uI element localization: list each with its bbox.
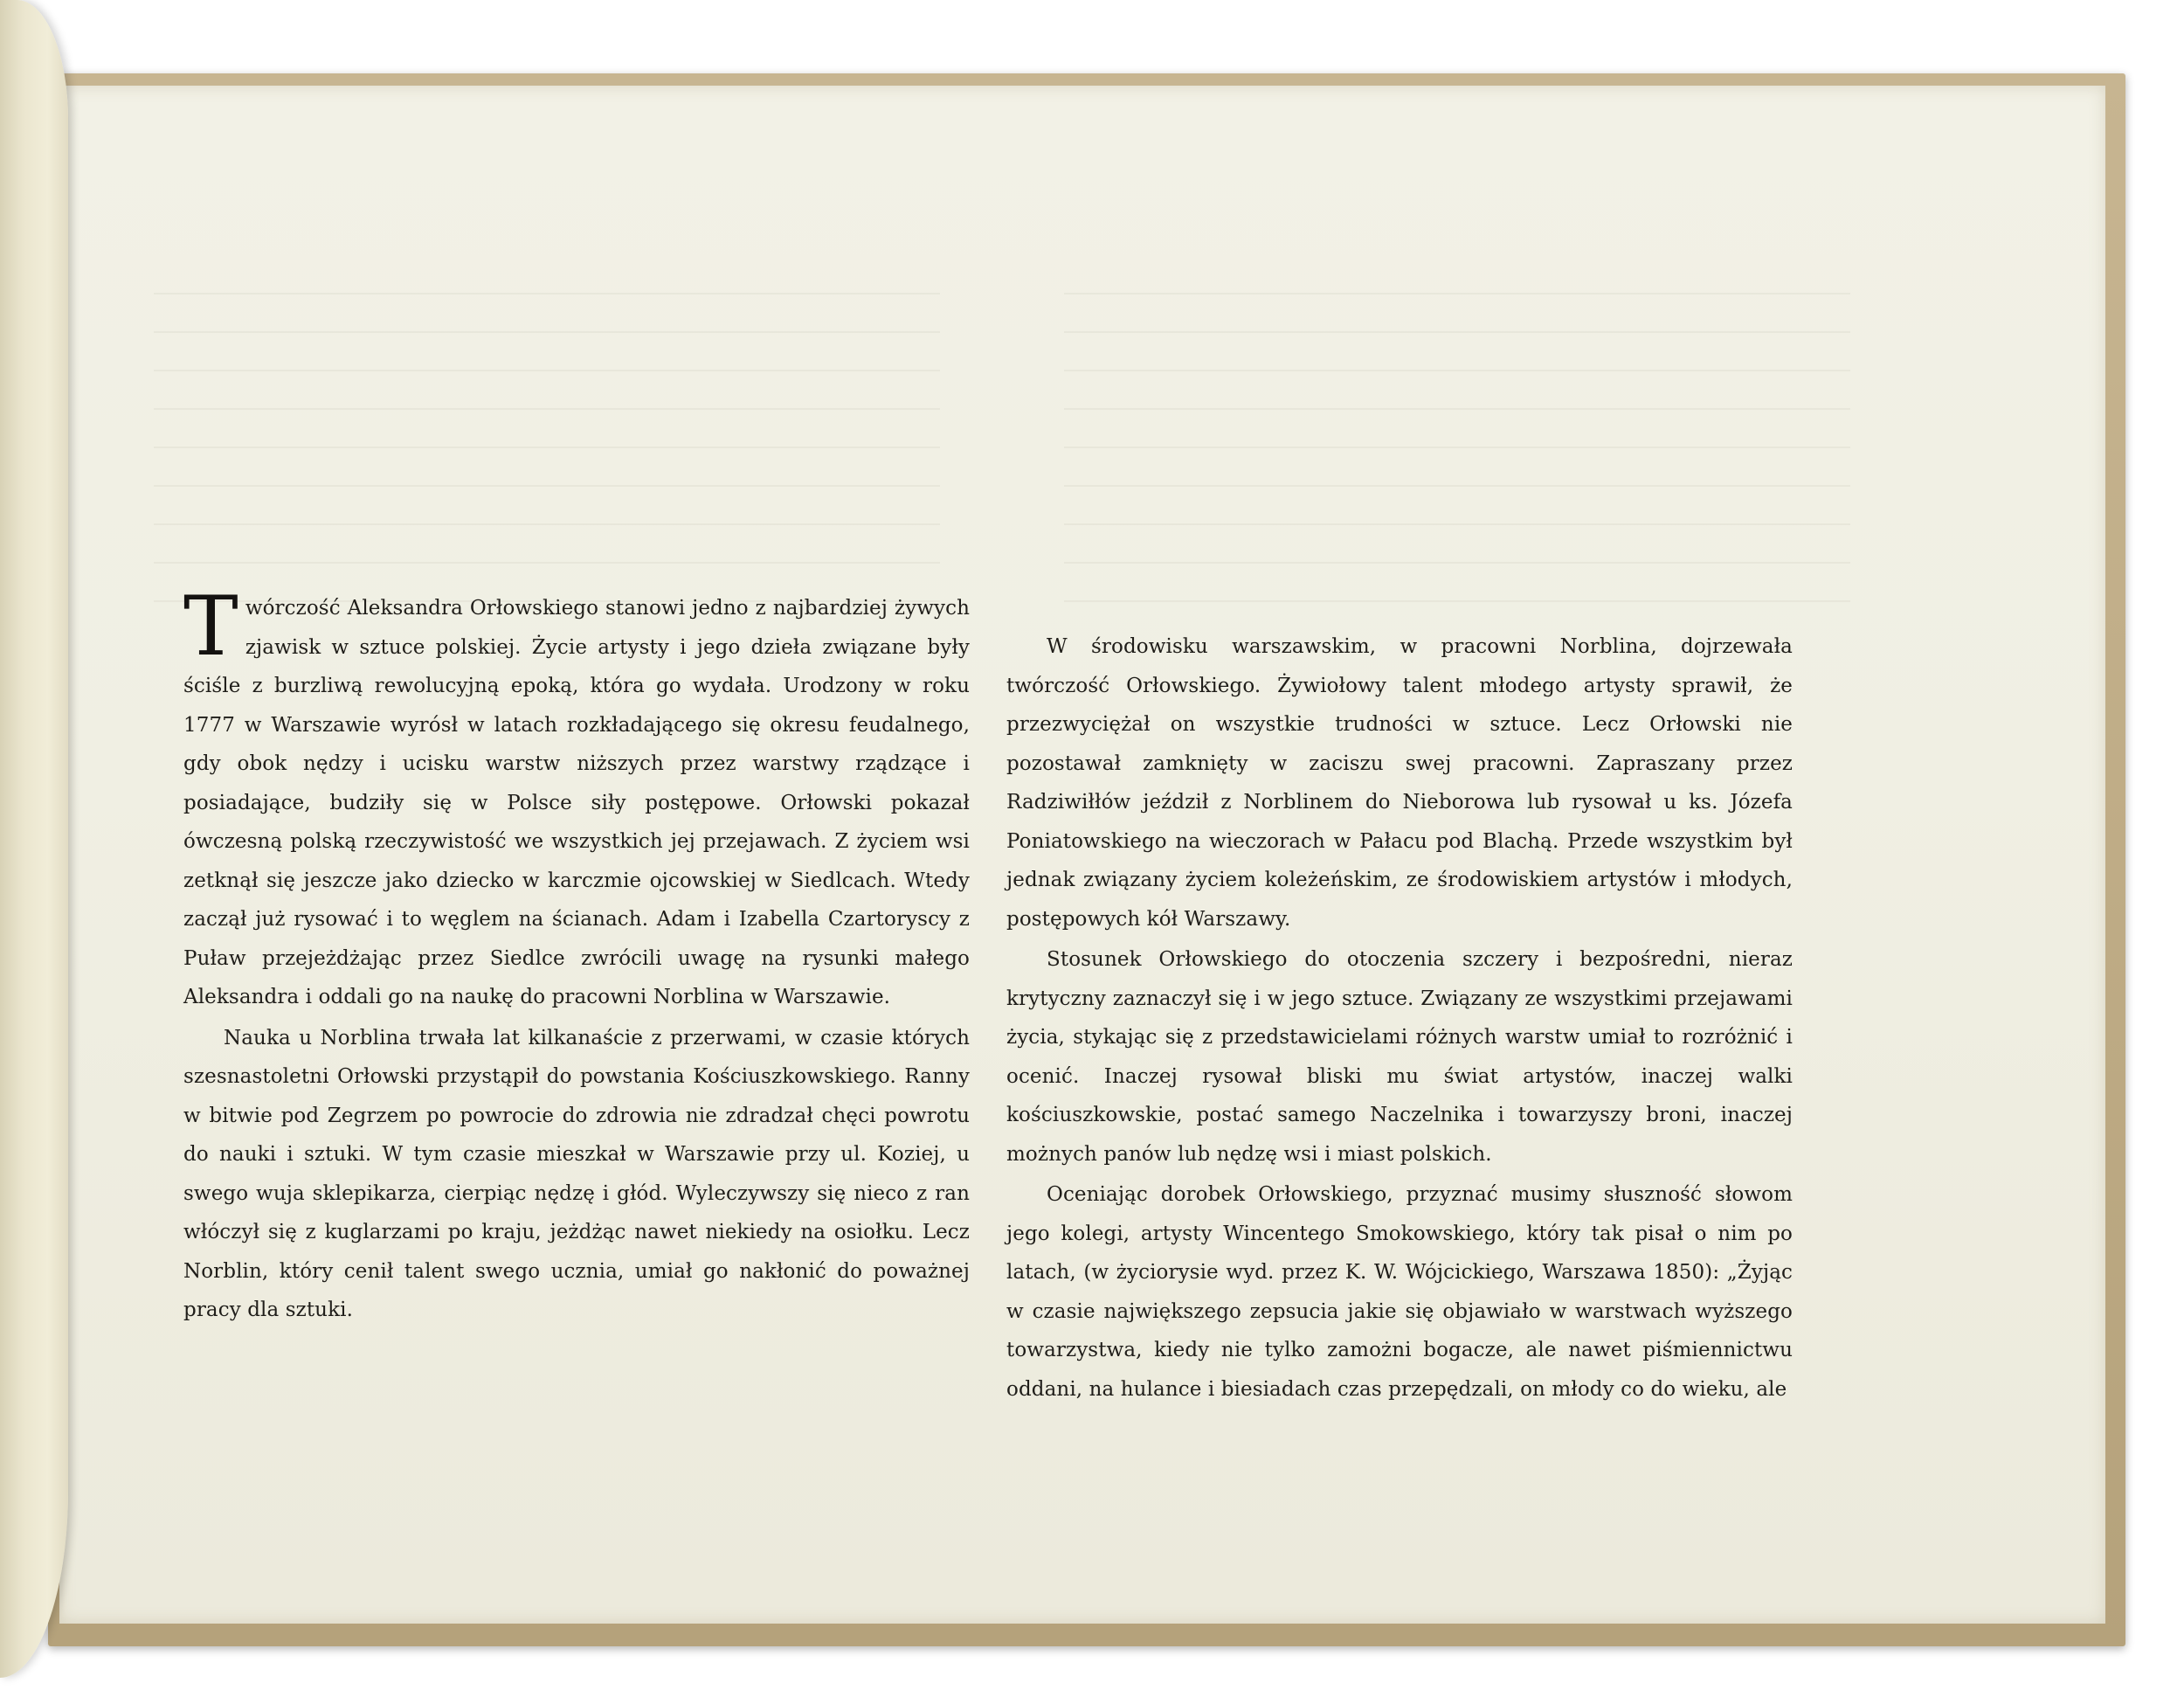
- paragraph-2: Nauka u Norblina trwała lat kilkanaście z przerwami, w czasie których szesnastoletni Orłowski przystąpił do powstania Kościuszkowskiego. Ranny w bitwie pod Zegrzem po powrocie do zdrowia nie zdradzał chęci powrotu do nauki i sztuki. W tym czasie mieszkał w Warszawie przy ul. Koziej, u swego wuja sklepikarza, cierpiąc nędzę i głód. Wyleczywszy się nieco z ran włóczył się z kuglarzami po kraju, jeżdżąc nawet niekiedy na osiołku. Lecz Norblin, który cenił talent swego ucznia, umiał go nakłonić do poważnej pracy dla sztuki.: [183, 1026, 970, 1321]
- paragraph-3: W środowisku warszawskim, w pracowni Norblina, dojrzewała twórczość Orłowskiego. Żywiołowy talent młodego artysty sprawił, że przezwyciężał on wszystkie trudności w sztuce. Lecz Orłowski nie pozostawał zamknięty w zaciszu swej pracowni. Zapraszany przez Radziwiłłów jeździł z Norblinem do Nieborowa lub rysował u ks. Józefa Poniatowskiego na wieczorach w Pałacu pod Blachą. Przede wszystkim był jednak związany życiem koleżeńskim, ze środowiskiem artystów i młodych, postępowych kół Warszawy.: [1006, 635, 1793, 931]
- paragraph-1: wórczość Aleksandra Orłowskiego stanowi jedno z najbardziej żywych zjawisk w sztuce polskiej. Życie artysty i jego dzieła związane były ściśle z burzliwą rewolucyjną epoką, która go wydała. Urodzony w roku 1777 w Warszawie wyrósł w latach rozkładającego się okresu feudalnego, gdy obok nędzy i ucisku warstw niższych przez warstwy rządzące i posiadające, budziły się w Polsce siły postępowe. Orłowski pokazał ówczesną polską rzeczywistość we wszystkich jej przejawach. Z życiem wsi zetknął się jeszcze jako dziecko w karczmie ojcowskiej w Siedlcach. Wtedy zaczął już rysować i to węglem na ścianach. Adam i Izabella Czartoryscy z Puław przejeżdżając przez Siedlce zwrócili uwagę na rysunki małego Aleksandra i oddali go na naukę do pracowni Norblina w Warszawie.: [183, 597, 970, 1008]
- right-text-column: [1006, 627, 1793, 1409]
- drop-cap: T: [183, 579, 238, 675]
- turned-page-edge: [0, 0, 68, 1678]
- left-text-column: [183, 579, 970, 1330]
- paragraph-4: Stosunek Orłowskiego do otoczenia szczery i bezpośredni, nieraz krytyczny zaznaczył się i w jego sztuce. Związany ze wszystkimi przejawami życia, stykając się z przedstawicielami różnych warstw umiał to rozróżnić i ocenić. Inaczej rysował bliski mu świat artystów, inaczej walki kościuszkowskie, postać samego Naczelnika i towarzyszy broni, inaczej możnych panów lub nędzę wsi i miast polskich.: [1006, 948, 1793, 1166]
- paragraph-5: Oceniając dorobek Orłowskiego, przyznać musimy słuszność słowom jego kolegi, artysty Wincentego Smokowskiego, który tak pisał o nim po latach, (w życiorysie wyd. przez K. W. Wójcickiego, Warszawa 1850): „Żyjąc w czasie największego zepsucia jakie się objawiało w warstwach wyższego towarzystwa, kiedy nie tylko zamożni bogacze, ale nawet piśmiennictwu oddani, na hulance i biesiadach czas przepędzali, on młody co do wieku, ale: [1006, 1183, 1793, 1401]
